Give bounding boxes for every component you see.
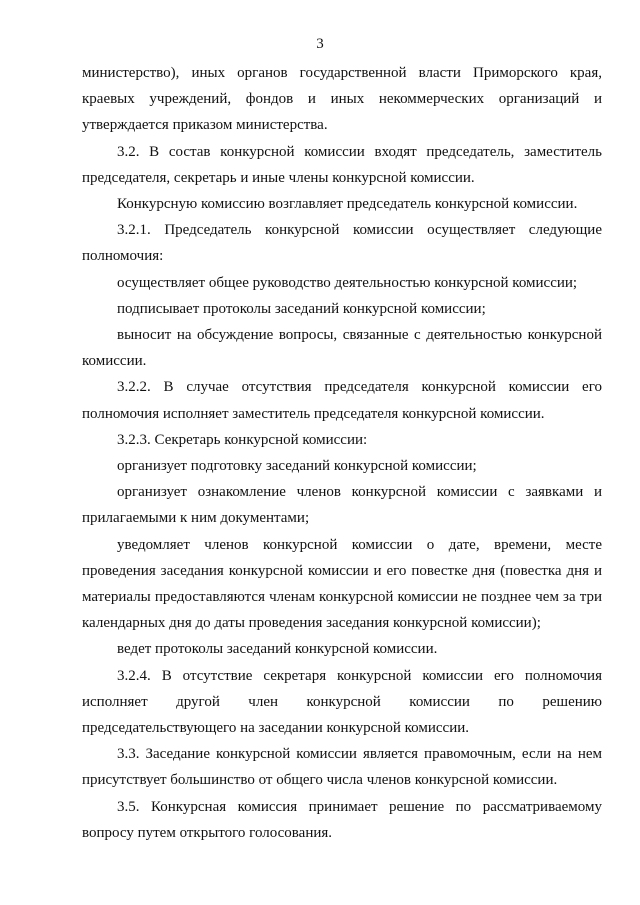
paragraph — [82, 741, 602, 793]
paragraph — [82, 322, 602, 374]
paragraph — [82, 296, 602, 322]
text-line: полномочия исполняет заместитель председателя конкурсной комиссии. — [82, 405, 545, 422]
document-body — [82, 60, 602, 846]
text-line: министерство), иных органов государственной власти Приморского края, — [82, 65, 602, 81]
page-number: 3 — [316, 36, 324, 52]
text-line: прилагаемыми к ним документами; — [82, 510, 310, 527]
text-line: председательствующего на заседании конкурсной комиссии. — [82, 720, 469, 737]
text-line: краевых учреждений, фондов и иных некоммерческих организаций и — [82, 91, 602, 108]
text-line: 3.2. В состав конкурсной комиссии входят председатель, заместитель — [117, 143, 602, 160]
text-line: проведения заседания конкурсной комиссии и его повестке дня (повестка дня и — [82, 562, 602, 579]
paragraph — [82, 217, 602, 269]
text-line: Конкурсную комиссию возглавляет председатель конкурсной комиссии. — [117, 196, 578, 213]
text-line: утверждается приказом министерства. — [82, 117, 328, 134]
paragraph — [82, 191, 602, 217]
text-line: осуществляет общее руководство деятельностью конкурсной комиссии; — [117, 274, 578, 291]
text-line: организует ознакомление членов конкурсной комиссии с заявками и — [117, 484, 602, 501]
text-line: 3.3. Заседание конкурсной комиссии является правомочным, если на нем — [117, 746, 602, 763]
paragraph — [82, 663, 602, 742]
text-line: вопросу путем открытого голосования. — [82, 824, 333, 841]
text-line: выносит на обсуждение вопросы, связанные с деятельностью конкурсной — [117, 327, 602, 344]
text-line: исполняет другой член конкурсной комиссии по решению — [82, 693, 602, 710]
paragraph — [82, 636, 602, 662]
paragraph — [82, 794, 602, 846]
text-line: председателя, секретарь и иные члены конкурсной комиссии. — [82, 169, 475, 186]
paragraph — [82, 270, 602, 296]
text-line: организует подготовку заседаний конкурсной комиссии; — [117, 458, 477, 475]
paragraph — [82, 427, 602, 453]
text-line: подписывает протоколы заседаний конкурсной комиссии; — [117, 300, 486, 317]
paragraph — [82, 453, 602, 479]
paragraph — [82, 60, 602, 139]
paragraph — [82, 479, 602, 531]
text-line: материалы предоставляются членам конкурсной комиссии не позднее чем за три — [82, 589, 602, 606]
text-line: присутствует большинство от общего числа членов конкурсной комиссии. — [82, 772, 558, 789]
text-line: комиссии. — [82, 353, 147, 370]
text-line: 3.2.4. В отсутствие секретаря конкурсной комиссии его полномочия — [117, 667, 602, 684]
paragraph — [82, 374, 602, 426]
text-line: 3.2.3. Секретарь конкурсной комиссии: — [117, 431, 368, 448]
paragraph — [82, 532, 602, 637]
text-line: 3.5. Конкурсная комиссия принимает решение по рассматриваемому — [117, 798, 602, 815]
text-line: календарных дня до даты проведения заседания конкурсной комиссии); — [82, 615, 541, 632]
text-line: уведомляет членов конкурсной комиссии о дате, времени, месте — [117, 536, 602, 553]
text-line: 3.2.2. В случае отсутствия председателя конкурсной комиссии его — [117, 379, 602, 396]
text-line: ведет протоколы заседаний конкурсной комиссии. — [117, 641, 438, 658]
paragraph — [82, 139, 602, 191]
text-line: 3.2.1. Председатель конкурсной комиссии осуществляет следующие — [117, 222, 602, 239]
text-line: полномочия: — [82, 248, 164, 265]
